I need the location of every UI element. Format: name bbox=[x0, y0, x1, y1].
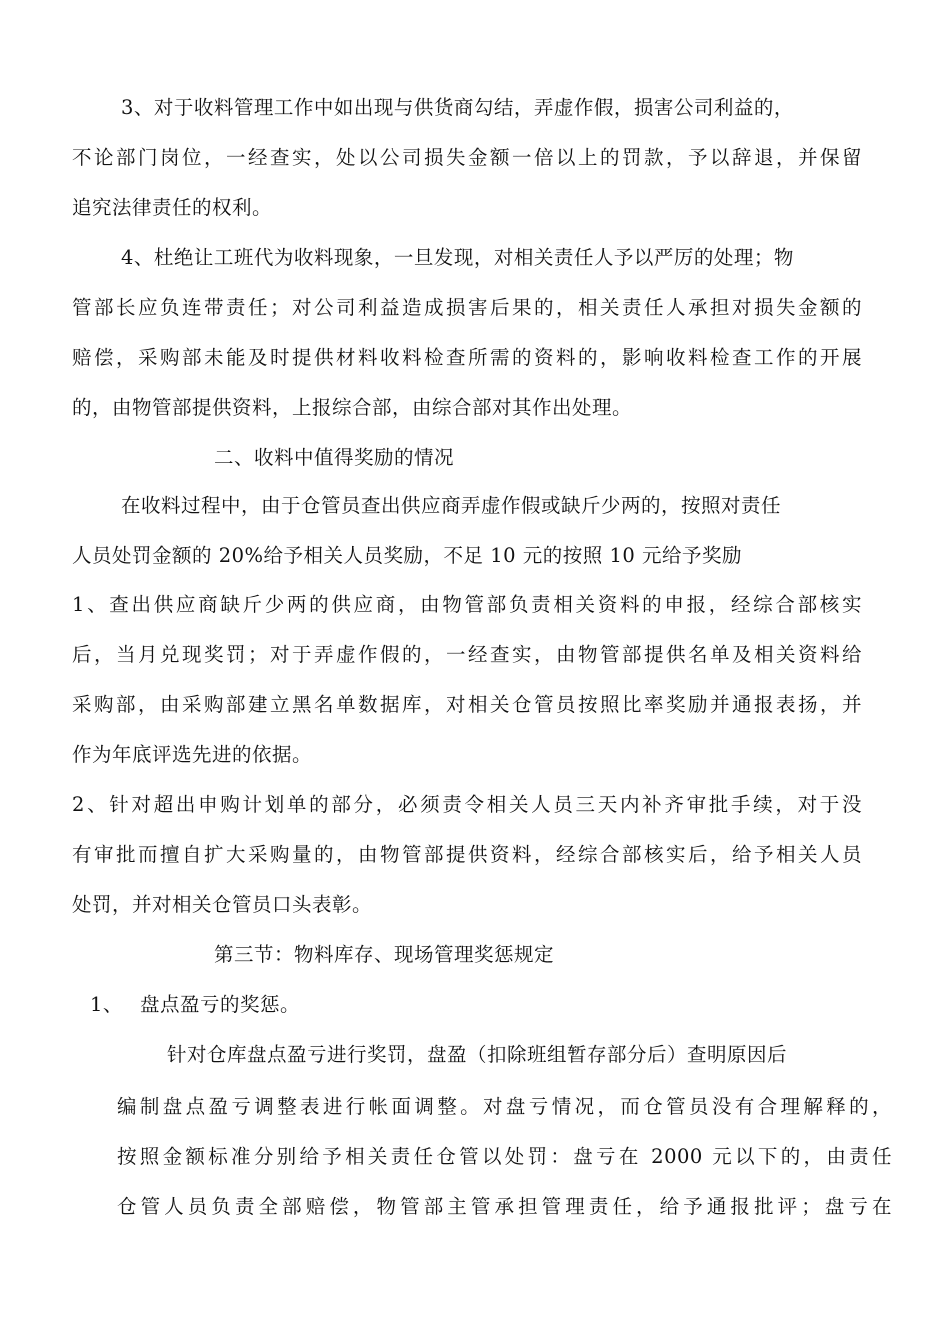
section-3-heading: 第三节：物料库存、现场管理奖惩规定 bbox=[214, 943, 555, 966]
reward-item-2-line-3: 处罚，并对相关仓管员口头表彰。 bbox=[72, 893, 373, 916]
reward-intro-line-1: 在收料过程中，由于仓管员查出供应商弄虚作假或缺斤少两的，按照对责任 bbox=[121, 494, 782, 517]
inventory-item-title: 盘点盈亏的奖惩。 bbox=[140, 993, 301, 1016]
reward-item-1-line-2: 后，当月兑现奖罚；对于弄虚作假的，一经查实，由物管部提供名单及相关资料给 bbox=[72, 643, 862, 666]
paragraph-4-line-4: 的，由物管部提供资料，上报综合部，由综合部对其作出处理。 bbox=[72, 396, 633, 419]
reward-item-2-line-2: 有审批而擅自扩大采购量的，由物管部提供资料，经综合部核实后，给予相关人员 bbox=[72, 843, 862, 866]
reward-item-1-line-4: 作为年底评选先进的依据。 bbox=[72, 743, 313, 766]
inventory-body-line-1: 针对仓库盘点盈亏进行奖罚，盘盈（扣除班组暂存部分后）查明原因后 bbox=[167, 1043, 788, 1066]
reward-intro-line-2: 人员处罚金额的 20%给予相关人员奖励，不足 10 元的按照 10 元给予奖励 bbox=[72, 544, 742, 567]
reward-item-1-line-3: 采购部，由采购部建立黑名单数据库，对相关仓管员按照比率奖励并通报表扬，并 bbox=[72, 693, 862, 716]
inventory-item-number: 1、 bbox=[90, 993, 123, 1016]
inventory-body-line-2: 编制盘点盈亏调整表进行帐面调整。对盘亏情况，而仓管员没有合理解释的， bbox=[117, 1095, 892, 1118]
section-2-heading: 二、收料中值得奖励的情况 bbox=[214, 446, 455, 469]
inventory-body-line-4: 仓管人员负责全部赔偿，物管部主管承担管理责任，给予通报批评；盘亏在 bbox=[117, 1195, 892, 1218]
paragraph-4-line-3: 赔偿，采购部未能及时提供材料收料检查所需的资料的，影响收料检查工作的开展 bbox=[72, 346, 862, 369]
paragraph-3-line-2: 不论部门岗位，一经查实，处以公司损失金额一倍以上的罚款，予以辞退，并保留 bbox=[72, 146, 862, 169]
paragraph-4-line-1: 4、杜绝让工班代为收料现象，一旦发现，对相关责任人予以严厉的处理；物 bbox=[121, 246, 794, 269]
reward-item-2-line-1: 2、针对超出申购计划单的部分，必须责令相关人员三天内补齐审批手续，对于没 bbox=[72, 793, 862, 816]
paragraph-3-line-3: 追究法律责任的权利。 bbox=[72, 196, 273, 219]
paragraph-4-line-2: 管部长应负连带责任；对公司利益造成损害后果的，相关责任人承担对损失金额的 bbox=[72, 296, 862, 319]
reward-item-1-line-1: 1、查出供应商缺斤少两的供应商，由物管部负责相关资料的申报，经综合部核实 bbox=[72, 593, 862, 616]
paragraph-3-line-1: 3、对于收料管理工作中如出现与供货商勾结，弄虚作假，损害公司利益的， bbox=[121, 96, 794, 119]
inventory-body-line-3: 按照金额标准分别给予相关责任仓管以处罚：盘亏在 2000 元以下的，由责任 bbox=[117, 1145, 892, 1168]
